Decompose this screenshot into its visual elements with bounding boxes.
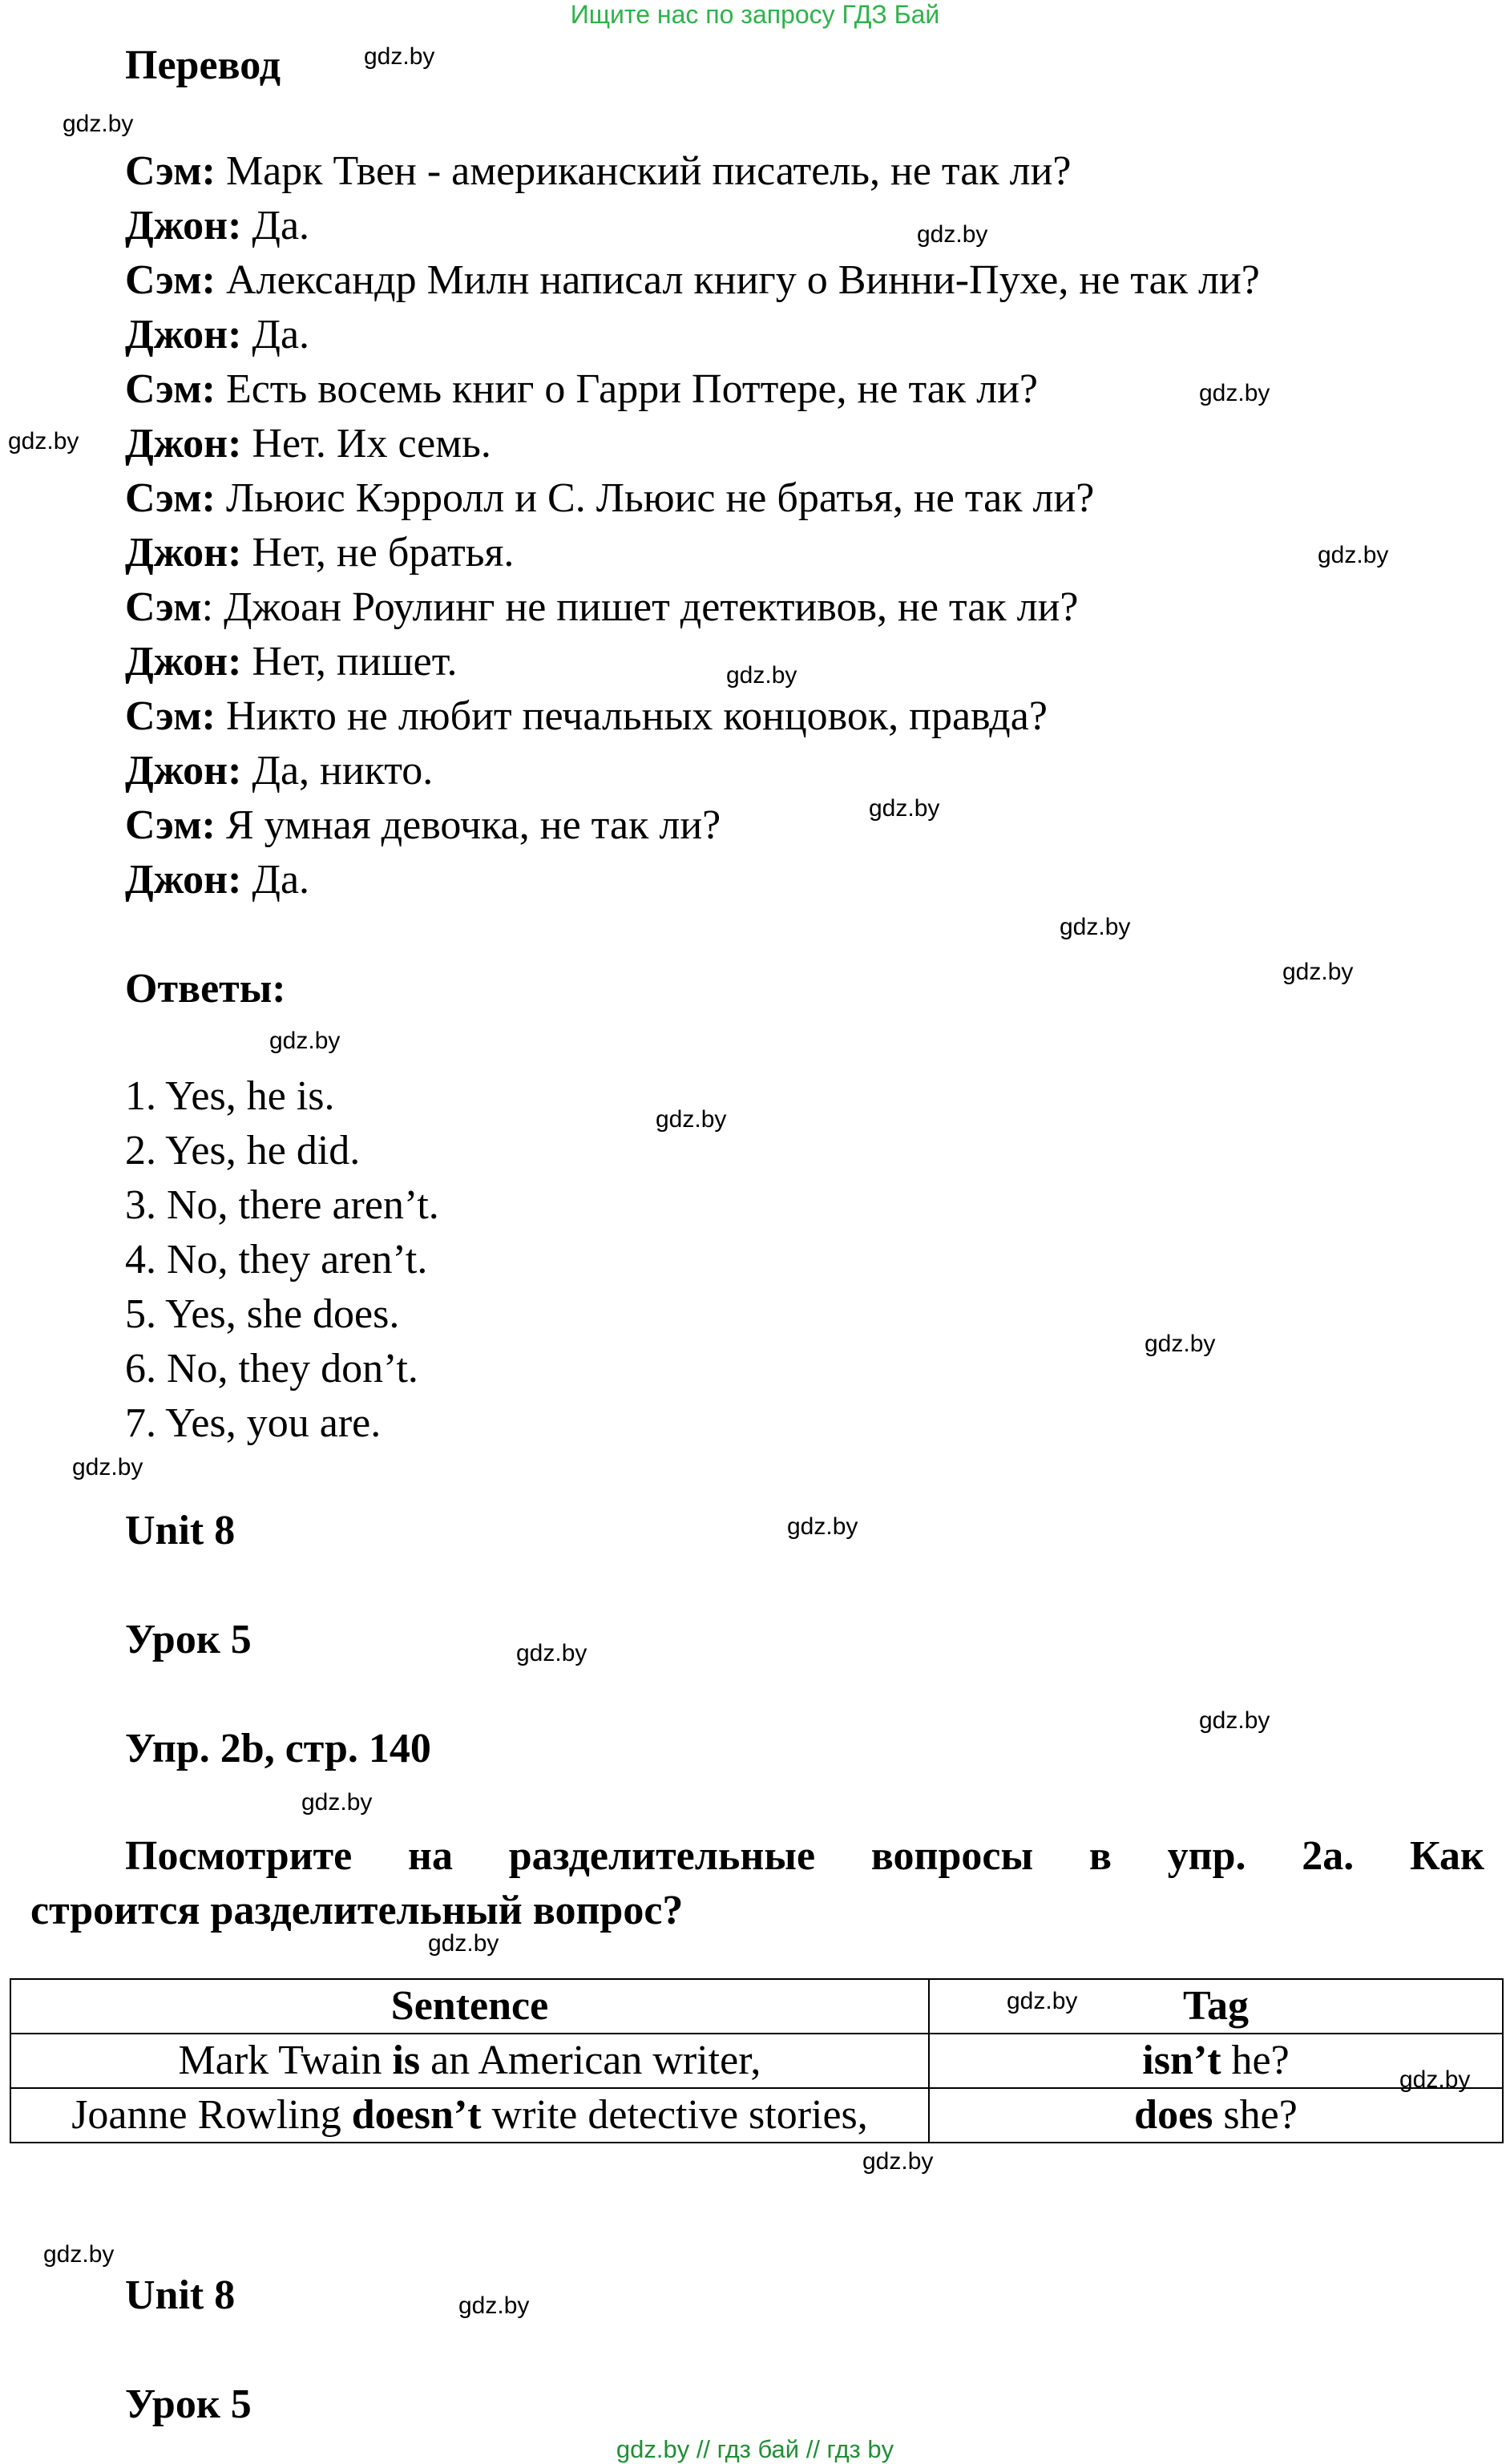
answer-item: 2. Yes, he did. <box>125 1128 361 1173</box>
utterance: Марк Твен - американский писатель, не так ли? <box>215 148 1072 194</box>
speaker: Сэм: <box>125 148 216 194</box>
dialogue-line <box>125 856 309 903</box>
speaker: Джон: <box>125 857 242 903</box>
utterance: Да. <box>241 857 310 903</box>
watermark: gdz.by <box>1199 1707 1270 1734</box>
sentence-part: Mark Twain <box>178 2038 393 2083</box>
sentence-part: Joanne Rowling <box>71 2092 352 2138</box>
table-header-sentence: Sentence <box>10 1979 929 2034</box>
utterance: Да. <box>241 203 310 248</box>
watermark: gdz.by <box>869 795 940 822</box>
watermark: gdz.by <box>43 2241 115 2268</box>
watermark: gdz.by <box>787 1513 858 1540</box>
sentence-part: write detective stories, <box>481 2092 868 2138</box>
dialogue-line <box>125 638 458 685</box>
translation-heading: Перевод <box>125 42 281 88</box>
answer-item: 3. No, there aren’t. <box>125 1182 439 1228</box>
watermark: gdz.by <box>1199 380 1270 406</box>
answer-item: 5. Yes, she does. <box>125 1291 400 1337</box>
speaker: Сэм: <box>125 257 216 303</box>
utterance: Да, никто. <box>241 748 434 794</box>
utterance: Александр Милн написал книгу о Винни-Пухе, не так ли? <box>215 257 1260 303</box>
watermark: gdz.by <box>63 111 134 137</box>
bottom-banner[interactable]: gdz.by // гдз бай // гдз by <box>616 2435 894 2463</box>
dialogue-line <box>125 256 1260 304</box>
tag-pronoun: she? <box>1213 2092 1298 2138</box>
tag-verb: isn’t <box>1142 2038 1221 2083</box>
utterance: Нет, не братья. <box>241 530 515 576</box>
speaker: Джон: <box>125 530 242 576</box>
speaker: Сэм <box>125 584 202 630</box>
answer-item: 6. No, they don’t. <box>125 1346 418 1392</box>
table-header-row <box>10 1979 1503 2034</box>
dialogue-line <box>125 420 491 467</box>
utterance: Есть восемь книг о Гарри Поттере, не так ли? <box>215 366 1038 412</box>
dialogue-line <box>125 747 433 794</box>
lesson-heading-2: Урок 5 <box>125 2381 252 2427</box>
watermark: gdz.by <box>726 662 797 689</box>
speaker: Сэм: <box>125 366 216 412</box>
watermark: gdz.by <box>458 2292 530 2319</box>
speaker: Сэм: <box>125 693 216 739</box>
utterance: : Джоан Роулинг не пишет детективов, не так ли? <box>201 584 1079 630</box>
watermark: gdz.by <box>917 221 988 248</box>
dialogue-line <box>125 584 1078 631</box>
watermark: gdz.by <box>516 1640 587 1666</box>
top-banner[interactable]: Ищите нас по запросу ГДЗ Бай <box>570 0 940 29</box>
speaker: Джон: <box>125 748 242 794</box>
dialogue-line <box>125 202 309 249</box>
dialogue-line <box>125 475 1094 522</box>
watermark: gdz.by <box>301 1789 373 1816</box>
utterance: Никто не любит печальных концовок, правда? <box>215 693 1048 739</box>
tag-pronoun: he? <box>1221 2038 1290 2083</box>
utterance: Я умная девочка, не так ли? <box>215 802 721 848</box>
sentence-verb: is <box>392 2038 421 2083</box>
watermark: gdz.by <box>1145 1331 1216 1357</box>
speaker: Джон: <box>125 312 242 357</box>
watermark: gdz.by <box>1007 1988 1078 2014</box>
watermark: gdz.by <box>428 1930 499 1957</box>
task-text-line2: строится разделительный вопрос? <box>30 1888 684 1933</box>
tag-question-table <box>10 1978 1504 2143</box>
tag-cell <box>929 2088 1503 2143</box>
watermark: gdz.by <box>1399 2066 1471 2093</box>
dialogue-line <box>125 693 1048 740</box>
watermark: gdz.by <box>364 43 435 70</box>
watermark: gdz.by <box>1060 914 1131 940</box>
watermark: gdz.by <box>862 2148 934 2175</box>
utterance: Льюис Кэрролл и С. Льюис не братья, не так ли? <box>215 475 1095 521</box>
watermark: gdz.by <box>656 1106 727 1133</box>
watermark: gdz.by <box>8 428 79 454</box>
watermark: gdz.by <box>1318 542 1389 568</box>
sentence-cell <box>10 2034 929 2088</box>
speaker: Джон: <box>125 421 242 467</box>
lesson-heading: Урок 5 <box>125 1617 252 1662</box>
watermark: gdz.by <box>269 1028 341 1054</box>
answer-item: 7. Yes, you are. <box>125 1400 382 1446</box>
sentence-cell <box>10 2088 929 2143</box>
tag-verb: does <box>1134 2092 1213 2138</box>
speaker: Сэм: <box>125 802 216 848</box>
speaker: Джон: <box>125 203 242 248</box>
utterance: Нет, пишет. <box>241 639 458 685</box>
task-text-line1: Посмотрите на разделительные вопросы в упр. 2а. Как <box>125 1833 1484 1879</box>
watermark: gdz.by <box>1282 959 1354 985</box>
dialogue-line <box>125 366 1038 413</box>
sentence-verb: doesn’t <box>351 2092 482 2138</box>
utterance: Нет. Их семь. <box>241 421 491 467</box>
unit-heading-2: Unit 8 <box>125 2272 236 2318</box>
speaker: Джон: <box>125 639 242 685</box>
table-header-tag: Tag <box>929 1979 1503 2034</box>
dialogue-line <box>125 147 1072 195</box>
dialogue-line <box>125 311 309 358</box>
table-row <box>10 2034 1503 2088</box>
dialogue-line <box>125 529 514 576</box>
speaker: Сэм: <box>125 475 216 521</box>
dialogue-line <box>125 802 721 849</box>
answer-item: 4. No, they aren’t. <box>125 1237 428 1282</box>
utterance: Да. <box>241 312 310 357</box>
sentence-part: an American writer, <box>420 2038 761 2083</box>
watermark: gdz.by <box>72 1454 143 1480</box>
answer-item: 1. Yes, he is. <box>125 1073 335 1119</box>
unit-heading: Unit 8 <box>125 1508 236 1553</box>
answers-heading: Ответы: <box>125 966 286 1012</box>
exercise-heading: Упр. 2b, стр. 140 <box>125 1726 431 1771</box>
table-row <box>10 2088 1503 2143</box>
